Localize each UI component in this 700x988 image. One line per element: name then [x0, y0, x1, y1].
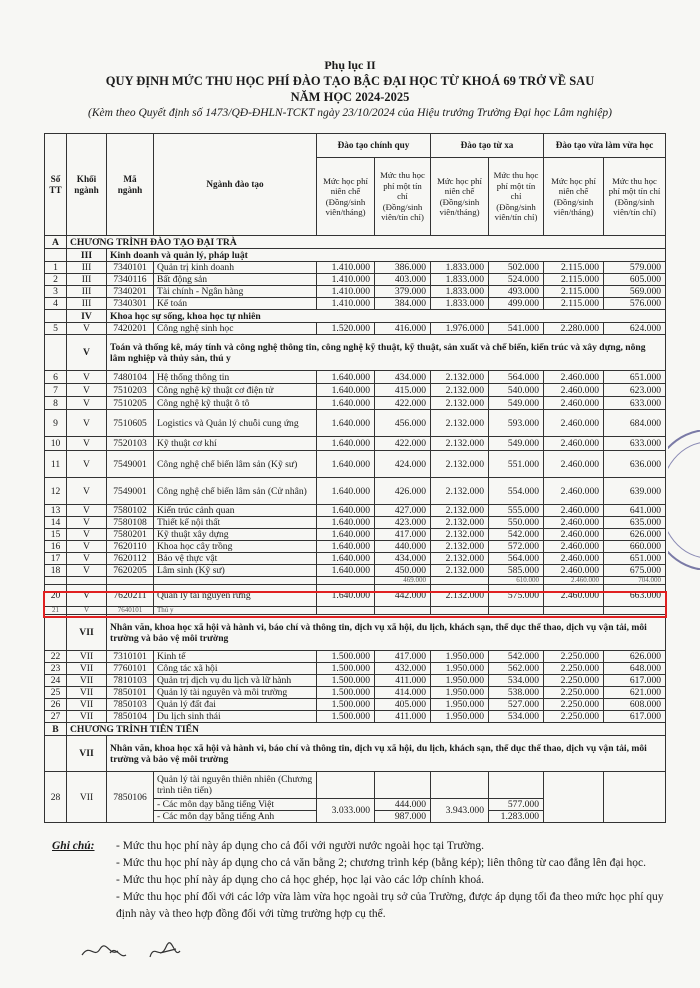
- stamp-edge: [668, 430, 700, 570]
- table-row-cut: 21 V 7640101 Thú y: [45, 607, 666, 615]
- table-row: 6 V 7480104 Hệ thống thông tin 1.640.000 434.000 2.132.000 564.000 2.460.000 651.000: [45, 371, 666, 384]
- notes-label: Ghi chú:: [52, 840, 95, 852]
- table-row: 2 III 7340116 Bất động sản 1.410.000 403.000 1.833.000 524.000 2.115.000 605.000: [45, 274, 666, 286]
- academic-year: NĂM HỌC 2024-2025: [290, 90, 410, 104]
- col-group-tu-xa: Đào tạo từ xa: [431, 134, 544, 158]
- table-row: 15 V 7580201 Kỹ thuật xây dựng 1.640.000 417.000 2.132.000 542.000 2.460.000 626.000: [45, 529, 666, 541]
- table-row: - Các môn dạy bằng tiếng Anh 987.000 1.283.000: [45, 811, 666, 823]
- table-row: 4 III 7340301 Kế toán 1.410.000 384.000 1.833.000 499.000 2.115.000 576.000: [45, 298, 666, 310]
- table-row: 24 VII 7810103 Quản trị dịch vụ du lịch và lữ hành 1.500.000 411.000 1.950.000 534.000 2.250.000 617.000: [45, 675, 666, 687]
- col-cq-tin-chi: Mức thu học phí một tín chỉ (Đồng/sinh viên/tín chỉ): [375, 158, 431, 236]
- table-row: 26 VII 7850103 Quản lý đất đai 1.500.000 405.000 1.950.000 527.000 2.250.000 608.000: [45, 699, 666, 711]
- table-row: 5 V 7420201 Công nghệ sinh học 1.520.000 416.000 1.976.000 541.000 2.280.000 624.000: [45, 323, 666, 335]
- table-row: 13 V 7580102 Kiến trúc cảnh quan 1.640.000 427.000 2.132.000 555.000 2.460.000 641.000: [45, 505, 666, 517]
- section-row: B CHƯƠNG TRÌNH TIÊN TIẾN: [45, 723, 666, 736]
- table-row: 14 V 7580108 Thiết kế nội thất 1.640.000 423.000 2.132.000 550.000 2.460.000 635.000: [45, 517, 666, 529]
- col-group-vua-lam-vua-hoc: Đào tạo vừa làm vừa học: [544, 134, 666, 158]
- table-row: 11 V 7549001 Công nghệ chế biến lâm sản (Kỹ sư) 1.640.000 424.000 2.132.000 551.000 2.460.000 636.000: [45, 451, 666, 478]
- appendix-label: Phụ lục II: [324, 58, 376, 72]
- section-row: V Toán và thống kê, máy tính và công nghệ thông tin, công nghệ kỹ thuật, kỹ thuật, sản xuất và chế biến, kiến trúc và xây dựng, nông lâm nghiệp và thủy sản, thú y: [45, 335, 666, 371]
- table-row: 23 VII 7760101 Công tác xã hội 1.500.000 432.000 1.950.000 562.000 2.250.000 648.000: [45, 663, 666, 675]
- col-ma-nganh: Mã ngành: [107, 134, 154, 236]
- col-tx-nien-che: Mức học phí niên chế (Đồng/sinh viên/tháng): [431, 158, 489, 236]
- handwritten-signature: [80, 935, 200, 965]
- table-row: 10 V 7520103 Kỹ thuật cơ khí 1.640.000 422.000 2.132.000 549.000 2.460.000 633.000: [45, 437, 666, 451]
- table-row: 7 V 7510203 Công nghệ kỹ thuật cơ điện tử 1.640.000 415.000 2.132.000 540.000 2.460.000 623.000: [45, 384, 666, 397]
- col-nganh-dao-tao: Ngành đào tạo: [154, 134, 317, 236]
- table-row: 12 V 7549001 Công nghệ chế biến lâm sản (Cử nhân) 1.640.000 426.000 2.132.000 554.000 2.460.000 639.000: [45, 478, 666, 505]
- document-title: QUY ĐỊNH MỨC THU HỌC PHÍ ĐÀO TẠO BẬC ĐẠI HỌC TỪ KHOÁ 69 TRỞ VỀ SAU: [105, 74, 595, 88]
- table-row: 3 III 7340201 Tài chính - Ngân hàng 1.410.000 379.000 1.833.000 493.000 2.115.000 569.000: [45, 286, 666, 298]
- table-row-cut: 469.000 610.000 2.460.000 704.000: [45, 577, 666, 585]
- col-stt: Số TT: [45, 134, 67, 236]
- table-row: 28 VII 7850106 Quản lý tài nguyên thiên nhiên (Chương trình tiên tiến): [45, 772, 666, 799]
- table-row: - Các môn dạy bằng tiếng Việt 3.033.000 444.000 3.943.000 577.000: [45, 799, 666, 811]
- table-row: 8 V 7510205 Công nghệ kỹ thuật ô tô 1.640.000 422.000 2.132.000 549.000 2.460.000 633.000: [45, 397, 666, 410]
- decision-reference: (Kèm theo Quyết định số 1473/QĐ-ĐHLN-TCKT ngày 23/10/2024 của Hiệu trưởng Trường Đại học Lâm nghiệp): [88, 107, 612, 119]
- table-row-highlighted: 20 V 7620211 Quản lý tài nguyên rừng 1.640.000 442.000 2.132.000 575.000 2.460.000 663.000: [45, 585, 666, 607]
- notes-section: [52, 838, 672, 923]
- section-row: VII Nhân văn, khoa học xã hội và hành vi, báo chí và thông tin, dịch vụ xã hội, du lịch, khách sạn, thể dục thể thao, dịch vụ vận tải, môi trường và bảo vệ môi trường: [45, 615, 666, 651]
- table-row: 18 V 7620205 Lâm sinh (Kỹ sư) 1.640.000 450.000 2.132.000 585.000 2.460.000 675.000: [45, 565, 666, 577]
- col-tx-tin-chi: Mức thu học phí một tín chỉ (Đồng/sinh viên/tín chỉ): [489, 158, 544, 236]
- col-vl-tin-chi: Mức thu học phí một tín chỉ (Đồng/sinh viên/tín chỉ): [604, 158, 666, 236]
- table-row: 27 VII 7850104 Du lịch sinh thái 1.500.000 411.000 1.950.000 534.000 2.250.000 617.000: [45, 711, 666, 723]
- note-item: - Mức thu học phí này áp dụng cho cả văn bằng 2; chương trình kép (bằng kép); liên thông từ cao đẳng lên đại học.: [116, 857, 646, 869]
- col-group-chinh-quy: Đào tạo chính quy: [317, 134, 431, 158]
- note-item: - Mức thu học phí này áp dụng cho cả học ghép, học lại vào các lớp chính khoá.: [116, 874, 485, 886]
- table-row: 9 V 7510605 Logistics và Quản lý chuỗi cung ứng 1.640.000 456.000 2.132.000 593.000 2.460.000 684.000: [45, 410, 666, 437]
- section-row: A CHƯƠNG TRÌNH ĐÀO TẠO ĐẠI TRÀ: [45, 236, 666, 249]
- note-item: - Mức thu học phí đối với các lớp vừa làm vừa học ngoài trụ sở của Trường, được áp dụng tối đa theo mức học phí quy định này và theo hợp đồng đối với từng trường hợp cụ thể.: [116, 891, 664, 920]
- col-cq-nien-che: Mức học phí niên chế (Đồng/sinh viên/tháng): [317, 158, 375, 236]
- tuition-fee-table: [44, 133, 666, 823]
- section-row: III Kinh doanh và quản lý, pháp luật: [45, 249, 666, 262]
- table-row: 16 V 7620110 Khoa học cây trồng 1.640.000 440.000 2.132.000 572.000 2.460.000 660.000: [45, 541, 666, 553]
- section-row: VII Nhân văn, khoa học xã hội và hành vi, báo chí và thông tin, dịch vụ xã hội, du lịch, khách sạn, thể dục thể thao, dịch vụ vận tải, môi trường và bảo vệ môi trường: [45, 736, 666, 772]
- table-row: 25 VII 7850101 Quản lý tài nguyên và môi trường 1.500.000 414.000 1.950.000 538.000 2.250.000 621.000: [45, 687, 666, 699]
- col-vl-nien-che: Mức học phí niên chế (Đồng/sinh viên/tháng): [544, 158, 604, 236]
- table-row: 22 VII 7310101 Kinh tế 1.500.000 417.000 1.950.000 542.000 2.250.000 626.000: [45, 651, 666, 663]
- table-row: 17 V 7620112 Bảo vệ thực vật 1.640.000 434.000 2.132.000 564.000 2.460.000 651.000: [45, 553, 666, 565]
- section-row: IV Khoa học sự sống, khoa học tự nhiên: [45, 310, 666, 323]
- col-khoi-nganh: Khối ngành: [67, 134, 107, 236]
- note-item: - Mức thu học phí này áp dụng cho cả đối với người nước ngoài học tại Trường.: [116, 840, 485, 852]
- table-row: 1 III 7340101 Quản trị kinh doanh 1.410.000 386.000 1.833.000 502.000 2.115.000 579.000: [45, 262, 666, 274]
